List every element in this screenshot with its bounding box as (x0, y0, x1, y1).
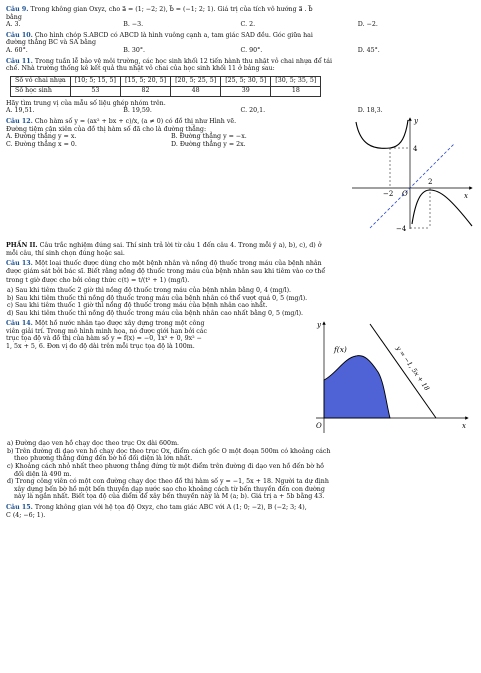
table-cell: 39 (221, 86, 271, 96)
answer-options (6, 47, 475, 55)
option-d[interactable]: D. Đường thẳng y = 2x. (171, 140, 246, 148)
origin-label: O (402, 189, 408, 198)
curve-left-branch (356, 120, 408, 148)
question-text-cont: đường thẳng BC và SA bằng (6, 39, 97, 47)
oblique-asymptote (370, 144, 454, 228)
option-d[interactable]: D. −2. (357, 21, 378, 29)
table-cell: 48 (171, 86, 221, 96)
question-text-cont: Hãy tìm trung vị của mẫu số liệu ghép nhóm trên. (6, 99, 166, 107)
line-label: y = −1, 5x + 18 (394, 344, 432, 393)
answer-options (6, 141, 336, 149)
question-text: Trong không gian với hệ tọa độ Oxyz, cho tam giác ABC với A (1; 0; −2), B (−2; 3; 4), (34, 504, 307, 512)
question-text: Trong tuần lễ bảo vệ môi trường, các học sinh khối 12 tiến hành thu nhặt vỏ chai nhựa để tái (34, 57, 333, 65)
question-number: Câu 11. (6, 57, 33, 65)
tick-label: −4 (396, 224, 407, 232)
function-label: f(x) (334, 345, 347, 355)
question-12-block (6, 118, 475, 236)
question-number: Câu 14. (6, 320, 33, 328)
question-text-cont: trong t giờ được cho bởi công thức c(t) = t/(t² + 1) (mg/l). (6, 277, 190, 285)
option-b[interactable]: B. −3. (123, 21, 144, 29)
question-text-cont: viên giải trí. Trong mô hình minh họa, nó được giới hạn bởi các (6, 327, 208, 335)
statement-d: d) Sau khi tiêm thuốc thì nồng độ thuốc trong máu của bệnh nhân cao nhất bằng 0, 5 (mg/l). (7, 309, 304, 317)
question-number: Câu 15. (6, 504, 33, 512)
option-c[interactable]: C. 90°. (240, 46, 263, 54)
statement-c: c) Khoảng cách nhỏ nhất theo phương thẳng đứng từ một điểm trên đường đi dạo ven hồ đến bờ hồ (7, 463, 325, 471)
table-row (11, 86, 321, 96)
option-a[interactable]: A. 3. (6, 21, 21, 29)
statement-a: a) Sau khi tiêm thuốc 2 giờ thì nồng độ thuốc trong máu của bệnh nhân bằng 0, 4 (mg/l). (7, 286, 292, 294)
question-text: Cho hàm số y = (ax² + bx + c)/x, (a ≠ 0) có đồ thị như Hình vẽ. (34, 117, 237, 125)
question-text: Một hồ nước nhân tạo được xây dựng trong một công (34, 320, 205, 328)
lake-graph (312, 318, 472, 438)
y-axis-label: y (414, 116, 418, 125)
section-text-cont: mỗi câu, thí sinh chọn đúng hoặc sai. (6, 249, 125, 257)
table-cell: [15, 5; 20, 5] (121, 76, 171, 86)
option-a[interactable]: A. 19,51. (6, 107, 35, 115)
question-text: Một loại thuốc được dùng cho một bệnh nhân và nồng độ thuốc trong máu của bệnh nhân (34, 260, 322, 268)
option-a[interactable]: A. 60°. (6, 46, 28, 54)
table-cell: 53 (70, 86, 120, 96)
curve-right-branch (412, 190, 472, 226)
table-cell: [20, 5; 25, 5] (171, 76, 221, 86)
table-cell: 82 (121, 86, 171, 96)
option-d[interactable]: D. 18,3. (357, 107, 383, 115)
answer-options (6, 133, 336, 141)
exam-page (6, 6, 475, 519)
question-text-cont: bằng (6, 13, 22, 21)
table-cell: [25, 5; 30, 5] (221, 76, 271, 86)
question-15 (6, 504, 475, 512)
option-b[interactable]: B. 19,59. (123, 107, 152, 115)
statement-d: d) Trong công viên có một con đường chạy dọc theo đồ thị hàm số y = −1, 5x + 18. Người ta dự định (7, 478, 329, 486)
statement-cont: theo phương thẳng đứng đến bờ hồ đối diện là lớn nhất. (14, 455, 193, 463)
question-14 (6, 320, 306, 328)
question-text-cont: chế. Nhà trường thống kê kết quả thu nhặt vỏ chai của học sinh khối 11 ở bảng sau: (6, 65, 275, 73)
table-cell: [30, 5; 35, 5] (271, 76, 321, 86)
question-12 (6, 118, 336, 126)
question-number: Câu 10. (6, 31, 33, 39)
question-text-cont: trục tọa độ và đồ thị của hàm số y = f(x) = −0, 1x³ + 0, 9x² − (6, 335, 202, 343)
question-11 (6, 58, 475, 66)
x-axis-label: x (464, 191, 468, 200)
statement-b: b) Sau khi tiêm thuốc thì nồng độ thuốc trong máu của bệnh nhân có thể vượt quá 0, 5 (mg/l). (7, 294, 308, 302)
answer-options (6, 21, 475, 29)
table-cell: Số học sinh (11, 86, 71, 96)
origin-label: O (316, 422, 322, 431)
table-cell: 18 (271, 86, 321, 96)
data-table (10, 76, 321, 97)
function-graph (350, 114, 475, 232)
question-9 (6, 6, 475, 14)
statement-cont: này là ngắn nhất. Biết tọa độ của điểm để xây bến thuyền này là M (a; b). Giá trị a + 5b bằng 43. (14, 493, 325, 501)
question-text-cont: 1, 5x + 5, 6. Đơn vị đo độ dài trên mỗi trục tọa độ là 100m. (6, 343, 195, 351)
table-row (11, 76, 321, 86)
tick-label: 4 (413, 144, 418, 153)
question-number: Câu 9. (6, 6, 29, 13)
statement-b: b) Trên đường đi dạo ven hồ chạy dọc theo trục Ox, điểm cách gốc O một đoạn 500m có khoảng cách (7, 447, 331, 455)
tick-label: 2 (428, 177, 433, 186)
y-axis-label: y (317, 321, 321, 330)
lake-area (324, 356, 390, 418)
statement-a: a) Đường dạo ven hồ chạy dọc theo trục Ox dài 600m. (7, 440, 180, 448)
section-text: Câu trắc nghiệm đúng sai. Thí sinh trả lời từ câu 1 đến câu 4. Trong mỗi ý a), b), c), d) ở (39, 241, 322, 249)
question-13 (6, 260, 475, 268)
option-d[interactable]: D. 45°. (357, 46, 380, 54)
option-a[interactable]: A. Đường thẳng y = x. (6, 133, 77, 141)
option-c[interactable]: C. 20,1. (240, 107, 266, 115)
question-text-cont: được giám sát bởi bác sĩ. Biết rằng nồng độ thuốc trong máu của bệnh nhân sau khi tiêm vào cơ thể (6, 267, 326, 275)
question-number: Câu 12. (6, 117, 33, 125)
statement-cont: đối diện là 490 m. (14, 470, 72, 478)
question-text: Trong không gian Oxyz, cho a⃗ = (1; −2; 2), b⃗ = (−1; 2; 1). Giá trị của tích vô hướng a⃗ . b⃗ (30, 6, 313, 13)
option-b[interactable]: B. Đường thẳng y = −x. (171, 133, 247, 141)
option-c[interactable]: C. 2. (240, 21, 256, 29)
section-title: PHẦN II. (6, 241, 38, 249)
option-b[interactable]: B. 30°. (123, 46, 146, 54)
question-14-block (6, 320, 475, 440)
question-text-cont: C (4; −6; 1). (6, 511, 46, 519)
option-c[interactable]: C. Đường thẳng x = 0. (6, 140, 77, 148)
question-number: Câu 13. (6, 260, 33, 268)
table-cell: [10; 5; 15, 5] (70, 76, 120, 86)
question-text-cont: Đường tiệm cận xiên của đồ thị hàm số đã cho là đường thẳng: (6, 125, 207, 133)
question-text: Cho hình chóp S.ABCD có ABCD là hình vuông cạnh a, tam giác SAD đều. Góc giữa hai (34, 31, 313, 39)
x-axis-label: x (462, 422, 466, 431)
tick-label: −2 (383, 189, 394, 198)
statement-cont: xây dựng bến bờ hồ một bến thuyền dạp nước sao cho khoảng cách từ bến thuyền đến con đường (14, 485, 325, 493)
table-cell: Số vỏ chai nhựa (11, 76, 71, 86)
statement-c: c) Sau khi tiêm thuốc 1 giờ thì nồng độ thuốc trong máu của bệnh nhân cao nhất. (7, 302, 268, 310)
section-heading (6, 242, 475, 250)
